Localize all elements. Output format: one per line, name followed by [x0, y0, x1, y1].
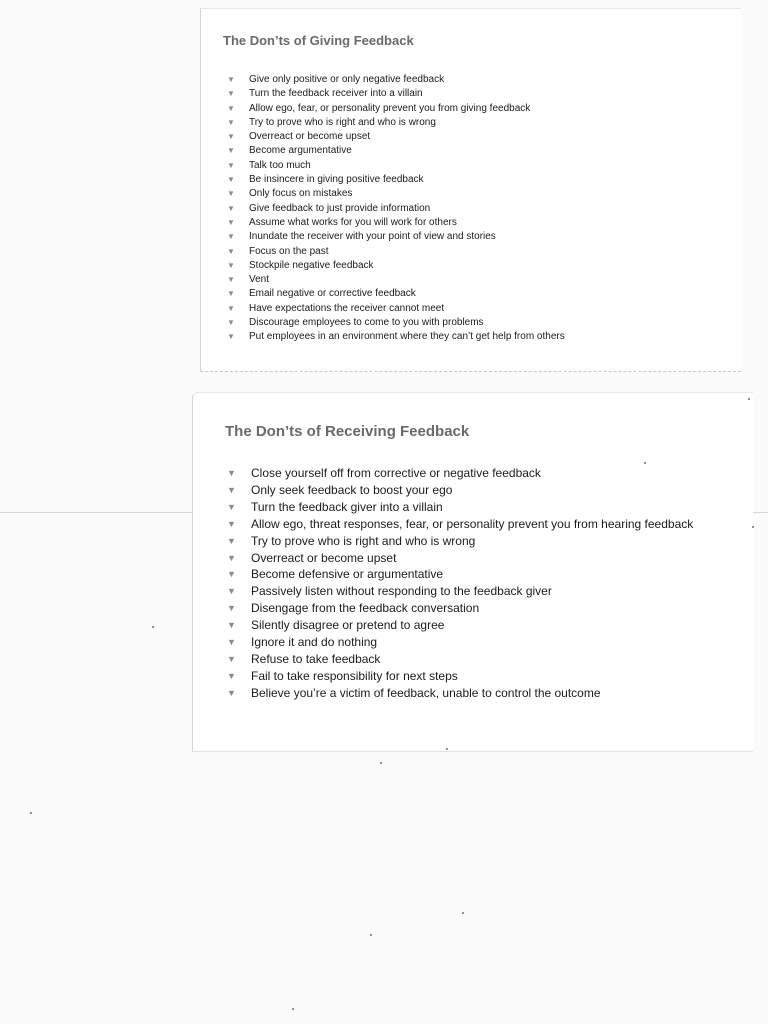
list-item-text: Turn the feedback giver into a villain [251, 499, 443, 514]
list-item-text: Only focus on mistakes [249, 188, 353, 200]
list-item-text: Turn the feedback receiver into a villain [249, 88, 423, 100]
down-triangle-icon: ▼ [227, 318, 235, 328]
list-item-text: Close yourself off from corrective or negative feedback [251, 466, 541, 480]
list-item [227, 600, 737, 617]
down-triangle-icon: ▼ [227, 75, 235, 84]
down-triangle-icon: ▼ [227, 586, 236, 597]
list-item [227, 516, 737, 533]
list-item-text: Fail to take responsibility for next steps [251, 668, 458, 683]
scan-speck [644, 462, 646, 464]
list-item-text: Have expectations the receiver cannot meet [249, 302, 445, 314]
giving-feedback-panel [200, 8, 741, 372]
list-item-text: Silently disagree or pretend to agree [251, 618, 445, 633]
giving-feedback-list [227, 73, 727, 345]
list-item-text: Give only positive or only negative feedback [249, 74, 445, 85]
list-item-text: Be insincere in giving positive feedback [249, 174, 424, 186]
list-item [227, 566, 737, 583]
down-triangle-icon: ▼ [227, 518, 236, 529]
list-item-text: Talk too much [249, 159, 311, 171]
list-item-text: Overreact or become upset [251, 550, 397, 565]
scan-speck [748, 398, 750, 400]
list-item [227, 273, 727, 287]
list-item [227, 230, 727, 244]
down-triangle-icon: ▼ [227, 687, 236, 698]
list-item [227, 216, 727, 230]
list-item-text: Vent [249, 274, 270, 286]
scan-speck [152, 626, 154, 628]
down-triangle-icon: ▼ [227, 569, 236, 580]
down-triangle-icon: ▼ [227, 670, 236, 681]
list-item [227, 144, 727, 158]
receiving-feedback-title: The Don’ts of Receiving Feedback [225, 423, 470, 440]
down-triangle-icon: ▼ [227, 275, 235, 285]
list-item [227, 102, 727, 116]
list-item-text: Try to prove who is right and who is wrong [249, 116, 436, 128]
list-item-text: Email negative or corrective feedback [249, 288, 416, 300]
list-item [227, 316, 727, 330]
down-triangle-icon: ▼ [227, 303, 235, 313]
list-item [227, 685, 737, 702]
list-item-text: Only seek feedback to boost your ego [251, 482, 453, 497]
down-triangle-icon: ▼ [227, 103, 235, 113]
list-item [227, 159, 727, 173]
list-item-text: Put employees in an environment where they can’t get help from others [249, 331, 565, 343]
list-item [227, 634, 737, 651]
down-triangle-icon: ▼ [227, 132, 235, 142]
list-item-text: Give feedback to just provide information [249, 202, 431, 214]
giving-feedback-title: The Don’ts of Giving Feedback [223, 33, 414, 48]
list-item [227, 202, 727, 216]
down-triangle-icon: ▼ [227, 603, 236, 614]
receiving-feedback-panel [192, 392, 753, 752]
list-item-text: Refuse to take feedback [251, 651, 381, 666]
list-item-text: Allow ego, fear, or personality prevent you from giving feedback [249, 102, 531, 114]
list-item-text: Become argumentative [249, 145, 352, 157]
down-triangle-icon: ▼ [227, 468, 236, 478]
down-triangle-icon: ▼ [227, 637, 236, 648]
list-item-text: Believe you’re a victim of feedback, unable to control the outcome [251, 685, 601, 700]
list-item-text: Try to prove who is right and who is wrong [251, 533, 476, 548]
down-triangle-icon: ▼ [227, 289, 235, 299]
list-item [227, 73, 727, 87]
list-item [227, 533, 737, 550]
down-triangle-icon: ▼ [227, 484, 236, 495]
down-triangle-icon: ▼ [227, 620, 236, 631]
down-triangle-icon: ▼ [227, 653, 236, 664]
list-item-text: Assume what works for you will work for others [249, 216, 457, 228]
down-triangle-icon: ▼ [227, 501, 236, 512]
down-triangle-icon: ▼ [227, 535, 236, 546]
list-item-text: Ignore it and do nothing [251, 635, 378, 650]
scan-speck [446, 748, 448, 750]
scan-speck [292, 1008, 294, 1010]
scan-speck [370, 934, 372, 936]
list-item [227, 116, 727, 130]
list-item-text: Inundate the receiver with your point of view and stories [249, 231, 496, 243]
down-triangle-icon: ▼ [227, 332, 235, 342]
list-item [227, 465, 737, 482]
list-item [227, 187, 727, 201]
down-triangle-icon: ▼ [227, 246, 235, 256]
list-item [227, 302, 727, 316]
list-item [227, 583, 737, 600]
list-item [227, 499, 737, 516]
list-item [227, 668, 737, 685]
list-item [227, 259, 727, 273]
down-triangle-icon: ▼ [227, 146, 235, 156]
list-item [227, 550, 737, 567]
down-triangle-icon: ▼ [227, 117, 235, 127]
down-triangle-icon: ▼ [227, 189, 235, 199]
list-item-text: Allow ego, threat responses, fear, or personality prevent you from hearing feedback [251, 516, 694, 531]
down-triangle-icon: ▼ [227, 203, 235, 213]
scan-speck [462, 912, 464, 914]
list-item-text: Discourage employees to come to you with problems [249, 317, 484, 329]
list-item [227, 482, 737, 499]
list-item [227, 130, 727, 144]
list-item [227, 173, 727, 187]
list-item-text: Stockpile negative feedback [249, 259, 374, 271]
receiving-feedback-list [227, 465, 737, 702]
down-triangle-icon: ▼ [227, 175, 235, 185]
list-item-text: Focus on the past [249, 245, 329, 257]
list-item [227, 617, 737, 634]
list-item [227, 651, 737, 668]
list-item [227, 245, 727, 259]
down-triangle-icon: ▼ [227, 232, 235, 242]
down-triangle-icon: ▼ [227, 552, 236, 563]
list-item-text: Disengage from the feedback conversation [251, 601, 480, 616]
list-item-text: Overreact or become upset [249, 131, 371, 143]
list-item [227, 287, 727, 301]
scan-speck [30, 812, 32, 814]
down-triangle-icon: ▼ [227, 260, 235, 270]
scan-speck [380, 762, 382, 764]
list-item [227, 87, 727, 101]
list-item-text: Passively listen without responding to the feedback giver [251, 584, 552, 599]
down-triangle-icon: ▼ [227, 217, 235, 227]
scan-speck [752, 526, 754, 528]
down-triangle-icon: ▼ [227, 160, 235, 170]
list-item [227, 330, 727, 344]
down-triangle-icon: ▼ [227, 89, 235, 99]
list-item-text: Become defensive or argumentative [251, 567, 444, 582]
